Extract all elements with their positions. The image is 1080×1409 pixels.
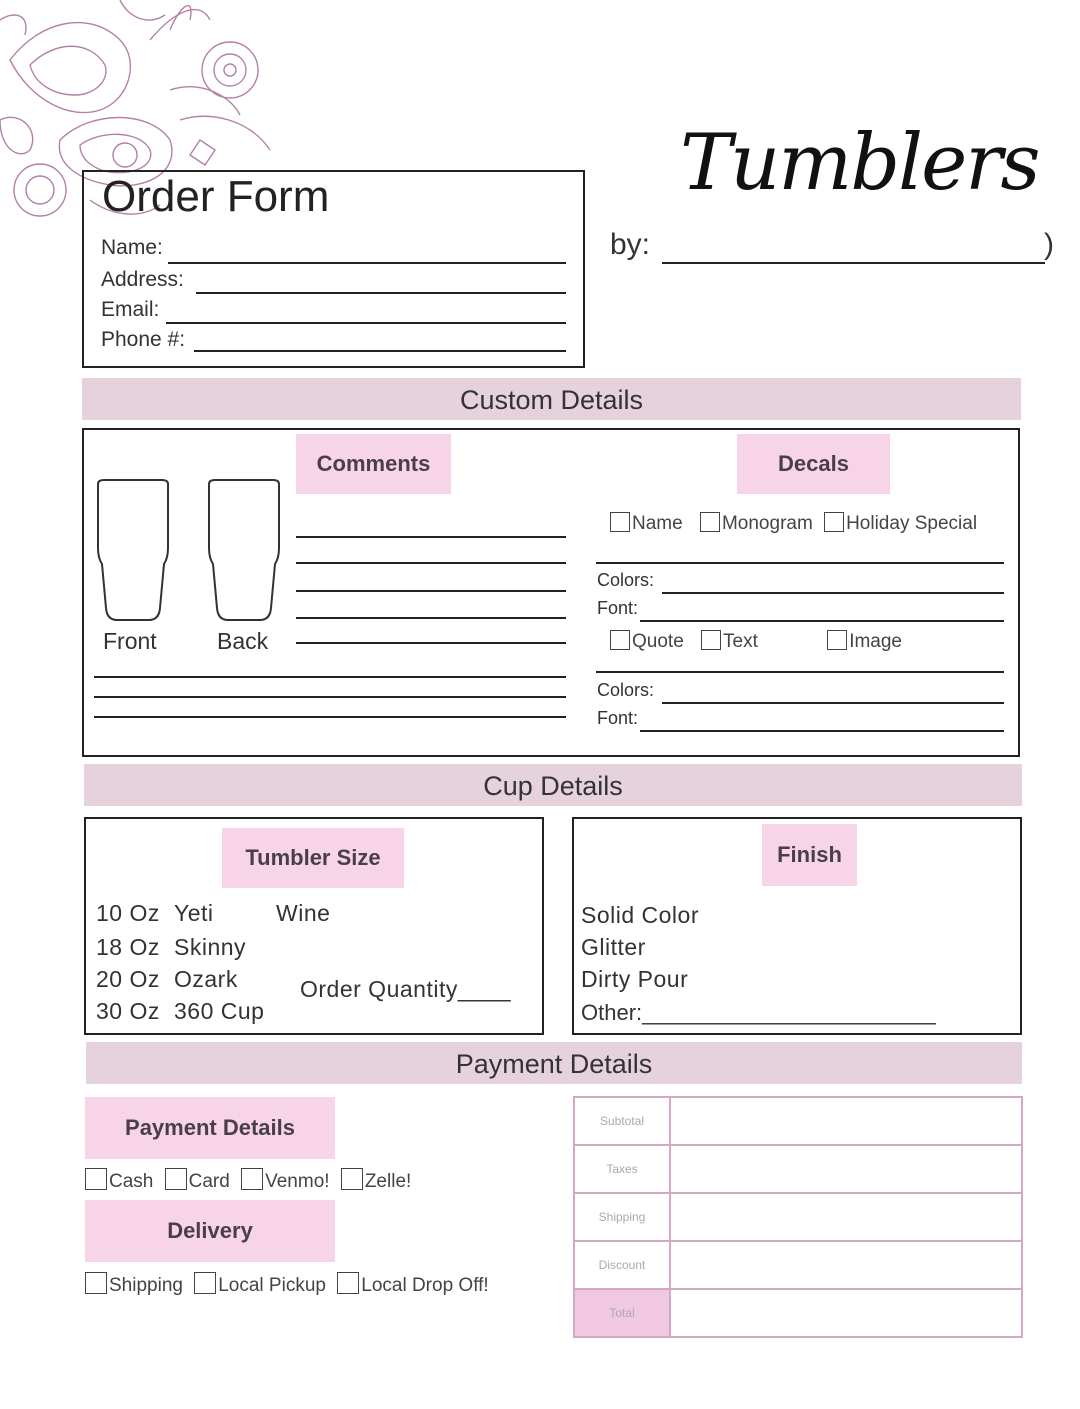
table-row	[574, 1193, 1022, 1241]
by-label: by:	[610, 228, 651, 261]
name-label: Name:	[101, 236, 163, 259]
front-tumbler-icon	[94, 478, 172, 624]
payment-zelle-option[interactable]: Zelle!	[341, 1171, 411, 1192]
finish-solid-color[interactable]: Solid Color	[581, 902, 699, 928]
phone-label: Phone #:	[101, 328, 186, 351]
back-label: Back	[217, 628, 269, 654]
font-label: Font:	[597, 598, 639, 618]
payment-methods	[85, 1168, 417, 1193]
decal-line[interactable]	[596, 562, 1004, 564]
comment-line[interactable]	[296, 642, 566, 644]
order-quantity[interactable]: Order Quantity____	[300, 976, 512, 1002]
font-field[interactable]	[640, 730, 1004, 732]
decal-text-option[interactable]: Text	[701, 631, 758, 652]
discount-value[interactable]	[670, 1241, 1022, 1289]
comment-line[interactable]	[296, 617, 566, 619]
table-row	[574, 1289, 1022, 1337]
order-form-box	[82, 170, 585, 368]
by-line[interactable]	[662, 262, 1045, 264]
table-row	[574, 1241, 1022, 1289]
style-ozark[interactable]: Ozark	[174, 966, 238, 992]
decal-name-option[interactable]: Name	[610, 513, 683, 534]
phone-field[interactable]	[194, 350, 566, 352]
style-wine[interactable]: Wine	[276, 900, 331, 926]
checkbox[interactable]	[341, 1168, 363, 1190]
size-18oz[interactable]: 18 Oz	[96, 934, 160, 960]
checkbox[interactable]	[85, 1272, 107, 1294]
decal-image-option[interactable]: Image	[827, 631, 902, 652]
decal-options-row2	[610, 630, 908, 653]
subtotal-label: Subtotal	[574, 1097, 670, 1145]
taxes-value[interactable]	[670, 1145, 1022, 1193]
decal-quote-option[interactable]: Quote	[610, 631, 684, 652]
brand-script-title: Tumblers	[680, 118, 1039, 208]
finish-label: Finish	[762, 824, 857, 886]
checkbox[interactable]	[827, 630, 847, 650]
totals-table	[573, 1096, 1023, 1338]
finish-glitter[interactable]: Glitter	[581, 934, 646, 960]
decal-monogram-option[interactable]: Monogram	[700, 513, 813, 534]
table-row	[574, 1145, 1022, 1193]
shipping-value[interactable]	[670, 1193, 1022, 1241]
delivery-shipping-option[interactable]: Shipping	[85, 1275, 183, 1296]
delivery-local-drop-off-option[interactable]: Local Drop Off!	[337, 1275, 488, 1296]
payment-details-band: Payment Details	[86, 1042, 1022, 1084]
total-label: Total	[574, 1289, 670, 1337]
name-field[interactable]	[168, 262, 566, 264]
comment-line[interactable]	[94, 676, 566, 678]
decal-options-row1	[610, 512, 983, 535]
payment-details-label: Payment Details	[85, 1097, 335, 1159]
comment-line[interactable]	[94, 716, 566, 718]
colors-field[interactable]	[662, 592, 1004, 594]
by-end: )	[1044, 228, 1054, 261]
style-skinny[interactable]: Skinny	[174, 934, 247, 960]
comment-line[interactable]	[94, 696, 566, 698]
total-value[interactable]	[670, 1289, 1022, 1337]
decal-line[interactable]	[596, 671, 1004, 673]
finish-dirty-pour[interactable]: Dirty Pour	[581, 966, 689, 992]
colors-field[interactable]	[662, 702, 1004, 704]
comment-line[interactable]	[296, 590, 566, 592]
comments-label: Comments	[296, 434, 451, 494]
colors-label: Colors:	[597, 570, 655, 590]
back-tumbler-icon	[205, 478, 283, 624]
checkbox[interactable]	[610, 630, 630, 650]
payment-card-option[interactable]: Card	[165, 1171, 230, 1192]
font-label: Font:	[597, 708, 639, 728]
checkbox[interactable]	[337, 1272, 359, 1294]
checkbox[interactable]	[610, 512, 630, 532]
size-10oz[interactable]: 10 Oz	[96, 900, 160, 926]
checkbox[interactable]	[824, 512, 844, 532]
style-yeti[interactable]: Yeti	[174, 900, 214, 926]
decal-holiday-option[interactable]: Holiday Special	[824, 513, 977, 534]
checkbox[interactable]	[194, 1272, 216, 1294]
style-360-cup[interactable]: 360 Cup	[174, 998, 265, 1024]
table-row	[574, 1097, 1022, 1145]
address-field[interactable]	[196, 292, 566, 294]
custom-details-band: Custom Details	[82, 378, 1021, 420]
address-label: Address:	[101, 268, 184, 291]
email-field[interactable]	[166, 322, 566, 324]
size-30oz[interactable]: 30 Oz	[96, 998, 160, 1024]
checkbox[interactable]	[165, 1168, 187, 1190]
finish-other[interactable]: Other:________________________	[581, 1000, 936, 1025]
subtotal-value[interactable]	[670, 1097, 1022, 1145]
front-label: Front	[103, 628, 157, 654]
form-title: Order Form	[102, 172, 330, 221]
checkbox[interactable]	[241, 1168, 263, 1190]
cup-details-band: Cup Details	[84, 764, 1022, 806]
checkbox[interactable]	[701, 630, 721, 650]
payment-cash-option[interactable]: Cash	[85, 1171, 153, 1192]
payment-venmo-option[interactable]: Venmo!	[241, 1171, 329, 1192]
discount-label: Discount	[574, 1241, 670, 1289]
comment-line[interactable]	[296, 562, 566, 564]
shipping-label: Shipping	[574, 1193, 670, 1241]
taxes-label: Taxes	[574, 1145, 670, 1193]
comment-line[interactable]	[296, 536, 566, 538]
checkbox[interactable]	[700, 512, 720, 532]
font-field[interactable]	[640, 620, 1004, 622]
delivery-options	[85, 1272, 495, 1297]
tumbler-size-label: Tumbler Size	[222, 828, 404, 888]
decals-label: Decals	[737, 434, 890, 494]
checkbox[interactable]	[85, 1168, 107, 1190]
size-20oz[interactable]: 20 Oz	[96, 966, 160, 992]
delivery-local-pickup-option[interactable]: Local Pickup	[194, 1275, 326, 1296]
colors-label: Colors:	[597, 680, 655, 700]
delivery-label: Delivery	[85, 1200, 335, 1262]
email-label: Email:	[101, 298, 160, 321]
